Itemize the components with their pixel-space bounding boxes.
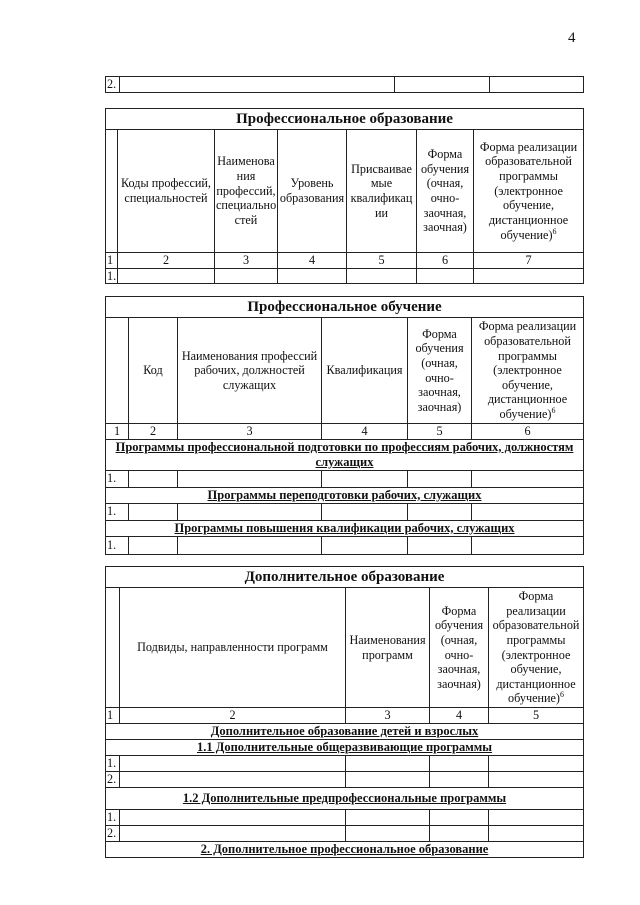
column-number: 3 [178,424,322,440]
footnote-mark: 6 [551,406,556,416]
column-number: 1 [106,253,118,269]
add-education-table [105,566,584,858]
column-number: 1 [106,424,129,440]
column-number: 6 [417,253,474,269]
row-number: 1. [106,536,129,554]
row-number: 1. [106,809,120,825]
header-codes: Коды профессий, специальностей [118,130,215,253]
row-number: 2. [106,77,120,93]
column-number: 2 [129,424,178,440]
header-subtypes: Подвиды, направленности программ [120,588,346,708]
prof-education-table [105,108,584,284]
header-implementation-form: Форма реализации образовательной программы (электронное обучение, дистанционное обучение)$^6$ [472,318,584,424]
row-number: 1. [107,268,117,283]
row-number: 1. [106,503,129,520]
column-number: 2 [118,253,215,269]
column-number: 3 [215,253,278,269]
section-title: Программы повышения квалификации рабочих, служащих [106,520,584,536]
top-fragment-table [105,76,584,93]
column-number: 5 [408,424,472,440]
header-qualification: Квалификация [322,318,408,424]
column-number: 5 [489,708,584,724]
column-number: 4 [322,424,408,440]
row-number: 2. [106,825,120,841]
header-study-form: Форма обучения (очная, очно-заочная, заочная) [430,588,489,708]
header-study-form: Форма обучения (очная, очно-заочная, заочная) [408,318,472,424]
section-title: Программы переподготовки рабочих, служащих [106,487,584,503]
column-number: 1 [106,708,120,724]
add-education-title: Дополнительное образование [106,567,584,588]
header-implementation-form: Форма реализации образовательной программы (электронное обучение, дистанционное обучение)$^6$ [474,130,584,253]
row-number: 2. [106,771,120,787]
subsection-title: 1.2 Дополнительные предпрофессиональные программы [106,787,584,809]
page-number: 4 [568,30,576,46]
header-level: Уровень образования [278,130,347,253]
column-number: 5 [347,253,417,269]
section-title: 2. Дополнительное профессиональное образование [106,841,584,857]
prof-education-title: Профессиональное образование [106,109,584,130]
header-study-form: Форма обучения (очная, очно-заочная, заочная) [417,130,474,253]
row-number: 1. [106,755,120,771]
header-program-names: Наименования программ [346,588,430,708]
column-number: 4 [278,253,347,269]
header-implementation-form: Форма реализации образовательной программы (электронное обучение, дистанционное обучение)$^6$ [489,588,584,708]
column-number: 2 [120,708,346,724]
column-number: 4 [430,708,489,724]
header-qualification: Присваивае мые квалификац ии [347,130,417,253]
column-number: 3 [346,708,430,724]
footnote-mark: 6 [552,226,557,236]
header-code: Код [129,318,178,424]
subsection-title: 1.1 Дополнительные общеразвивающие программы [106,739,584,755]
section-title: Дополнительное образование детей и взрослых [106,723,584,739]
section-title: Программы профессиональной подготовки по профессиям рабочих, должностям служащих [106,439,584,470]
header-names: Наименова ния профессий, специально стей [215,130,278,253]
row-number: 1. [106,470,129,487]
header-names: Наименования профессий рабочих, должностей служащих [178,318,322,424]
prof-training-title: Профессиональное обучение [106,297,584,318]
footnote-mark: 6 [560,690,564,700]
prof-training-table [105,296,584,555]
column-number: 6 [472,424,584,440]
column-number: 7 [474,253,584,269]
